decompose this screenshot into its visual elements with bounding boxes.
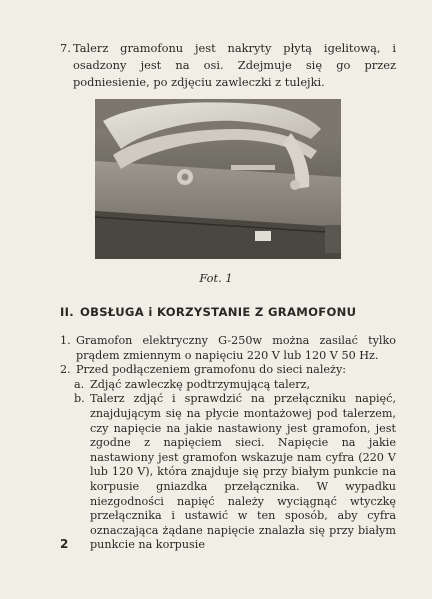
page-number: 2 <box>60 537 69 551</box>
turntable-photo-image <box>95 99 341 259</box>
item-number: 2. <box>60 363 71 377</box>
figure-caption: Fot. 1 <box>199 271 233 285</box>
section-title: OBSŁUGA i KORZYSTANIE Z GRAMOFONU <box>79 305 357 319</box>
list-item-1 <box>60 334 396 363</box>
list-item-2 <box>60 363 396 378</box>
sub-item-text: Talerz zdjąć i sprawdzić na przełączniku napięć, znajdującym się na płycie montażowej pod talerzem, czy napięcie na jakie nastawiony jest gramofon, jest zgodne z napięciem sieci. Napięcie na jakie nastawiony jest gramofon wskazuje nam cyfra (220 V lub 120 V), która znajduje się przy białym punkcie na korpusie gniazdka przełącznika. W wypadku niezgodności napięć należy wyciągnąć wtyczkę przełącznika i ustawić w ten sposób, aby cyfra oznaczająca żądane napięcie znalazła się przy białym punkcie na korpusie <box>90 392 396 552</box>
sub-item-a <box>60 378 396 393</box>
sub-item-b <box>60 392 396 553</box>
section-number: II. <box>60 305 74 319</box>
item-number: 1. <box>60 334 71 347</box>
item-text: Talerz gramofonu jest nakryty płytą igelitową, i osadzony jest na osi. Zdejmuje się go przez podniesienie, po zdjęciu zawleczki z tulejki. <box>73 41 396 89</box>
item-text: Przed podłączeniem gramofonu do sieci należy: <box>76 363 347 377</box>
item-number: 7. <box>60 41 71 55</box>
item-text: Gramofon elektryczny G-250w można zasilać tylko prądem zmiennym o napięciu 220 V lub 120 V 50 Hz. <box>76 334 396 362</box>
list-item-7 <box>60 40 396 91</box>
instruction-list <box>60 334 396 553</box>
sub-item-text: Zdjąć zawleczkę podtrzymującą talerz, <box>90 377 311 391</box>
section-heading <box>60 305 400 319</box>
sub-item-letter: a. <box>74 377 85 391</box>
sub-item-letter: b. <box>74 392 85 406</box>
photo-turntable <box>95 99 341 259</box>
